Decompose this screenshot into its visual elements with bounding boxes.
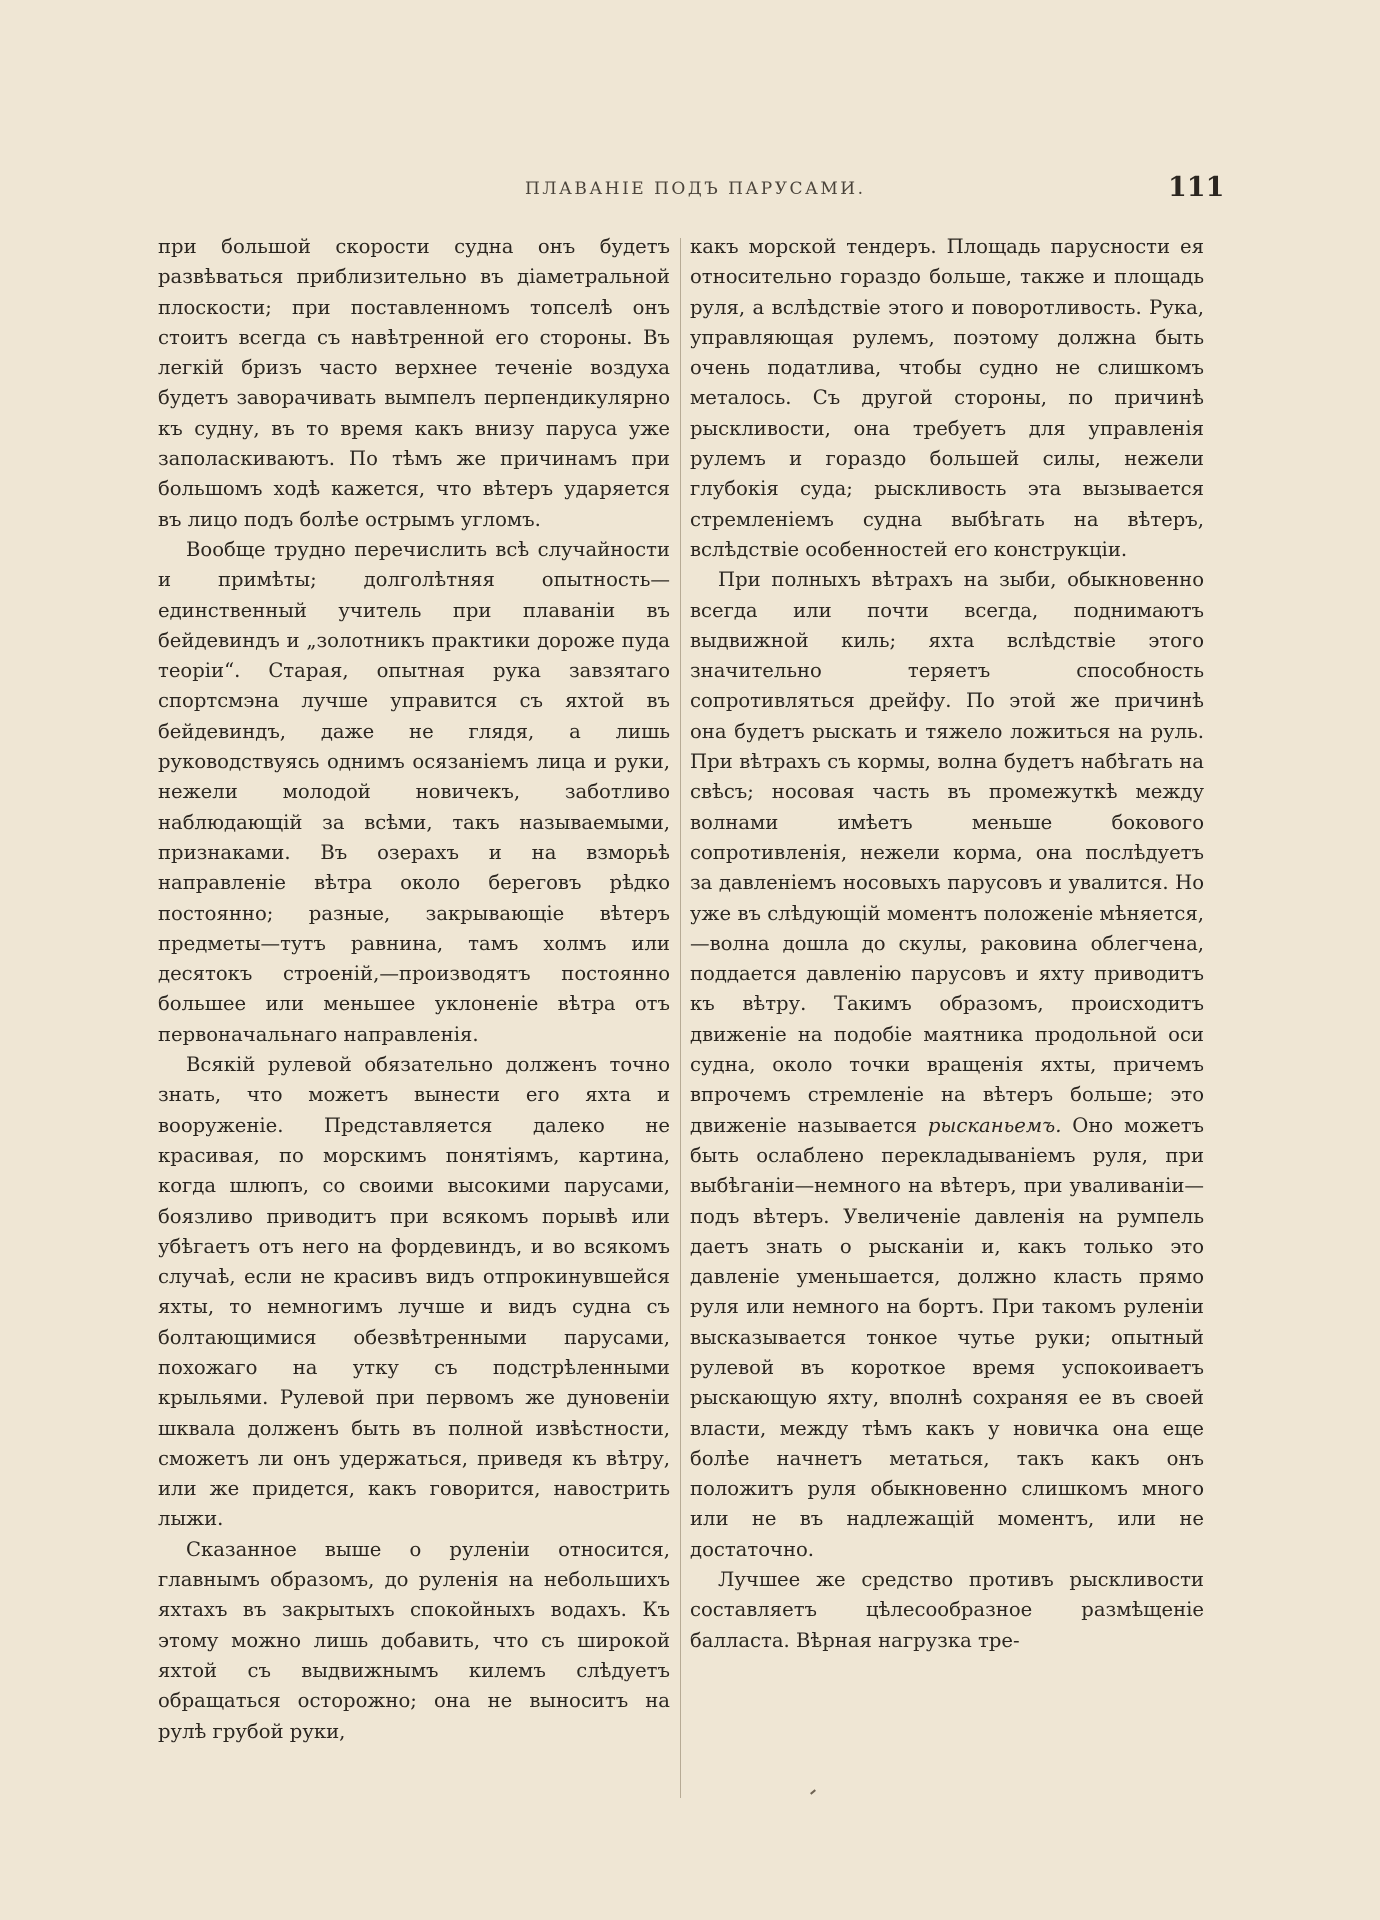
running-title: ПЛАВАНІЕ ПОДЪ ПАРУСАМИ.: [525, 179, 866, 199]
paragraph: какъ морской тендеръ. Площадь парусности ея относительно гораздо больше, также и площадь руля, а вслѣдствіе этого и поворотливость. Рука, управляющая рулемъ, поэтому должна быть очень податлива, чтобы судно не слишкомъ металось. Съ другой стороны, по причинѣ рыскливости, она требуетъ для управленія рулемъ и гораздо большей силы, нежели глубокія суда; рыскливость эта вызывается стремленіемъ судна выбѣгать на вѣтеръ, вслѣдствіе особенностей его конструкціи.: [690, 235, 1204, 561]
italic-term: рысканьемъ.: [927, 1113, 1062, 1137]
paragraph: Всякій рулевой обязательно долженъ точно знать, что можетъ вынести его яхта и вооруженіе. Представляется далеко не красивая, по морскимъ понятіямъ, картина, когда шлюпъ, со своими высокими парусами, боязливо приводитъ при всякомъ порывѣ или убѣгаетъ отъ него на фордевиндъ, и во всякомъ случаѣ, если не красивъ видъ отпрокинувшейся яхты, то немногимъ лучше и видъ судна съ болтающимися обезвѣтренными парусами, похожаго на утку съ подстрѣленными крыльями. Рулевой при первомъ же дуновеніи шквала долженъ быть въ полной извѣстности, сможетъ ли онъ удержаться, приведя къ вѣтру, или же придется, какъ говорится, навострить лыжи.: [158, 1053, 670, 1531]
right-text-column: [690, 232, 1204, 1656]
paragraph-text: При полныхъ вѣтрахъ на зыби, обыкновенно всегда или почти всегда, поднимаютъ выдвижной киль; яхта вслѣдствіе этого значительно теряетъ способность сопротивляться дрейфу. По этой же причинѣ она будетъ рыскать и тяжело ложиться на руль. При вѣтрахъ съ кормы, волна будетъ набѣгать на свѣсъ; носовая часть въ промежуткѣ между волнами имѣетъ меньше бокового сопротивленія, нежели корма, она послѣдуетъ за давленіемъ носовыхъ парусовъ и увалится. Но уже въ слѣдующій моментъ положеніе мѣняется,—волна дошла до скулы, раковина облегчена, поддается давленію парусовъ и яхту приводитъ къ вѣтру. Такимъ образомъ, происходитъ движеніе на подобіе маятника продольной оси судна, около точки вращенія яхты, причемъ впрочемъ стремленіе на вѣтеръ больше; это движеніе называется: [690, 568, 1204, 1137]
paragraph: Сказанное выше о руленіи относится, главнымъ образомъ, до руленія на небольшихъ яхтахъ въ закрытыхъ спокойныхъ водахъ. Къ этому можно лишь добавить, что съ широкой яхтой съ выдвижнымъ килемъ слѣдуетъ обращаться осторожно; она не выноситъ на рулѣ грубой руки,: [158, 1537, 670, 1743]
paragraph: при большой скорости судна онъ будетъ развѣваться приблизительно въ діаметральной плоскости; при поставленномъ топселѣ онъ стоитъ всегда съ навѣтренной его стороны. Въ легкій бризъ часто верхнее теченіе воздуха будетъ заворачивать вымпелъ перпендикулярно къ судну, въ то время какъ внизу паруса уже заполаскиваютъ. По тѣмъ же причинамъ при большомъ ходѣ кажется, что вѣтеръ ударяется въ лицо подъ болѣе острымъ угломъ.: [158, 235, 670, 531]
paragraph: Лучшее же средство противъ рыскливости составляетъ цѣлесообразное размѣщеніе балласта. Вѣрная нагрузка тре-: [690, 1568, 1204, 1652]
column-divider: [680, 238, 681, 1798]
left-text-column: [158, 232, 670, 1747]
paragraph: Вообще трудно перечислить всѣ случайности и примѣты; долголѣтняя опытность—единственный учитель при плаваніи въ бейдевиндъ и „золотникъ практики дороже пуда теоріи“. Старая, опытная рука завзятаго спортсмэна лучше управится съ яхтой въ бейдевиндъ, даже не глядя, а лишь руководствуясь однимъ осязаніемъ лица и руки, нежели молодой новичекъ, заботливо наблюдающій за всѣми, такъ называемыми, признаками. Въ озерахъ и на взморьѣ направленіе вѣтра около береговъ рѣдко постоянно; разные, закрывающіе вѣтеръ предметы—тутъ равнина, тамъ холмъ или десятокъ строеній,—производятъ постоянно большее или меньшее уклоненіе вѣтра отъ первоначальнаго направленія.: [158, 537, 670, 1046]
paragraph: [690, 565, 1204, 1565]
page-number: 111: [1168, 172, 1225, 203]
ink-mark: [810, 1789, 816, 1794]
paragraph-text: Оно можетъ быть ослаблено перекладываніемъ руля, при выбѣганіи—немного на вѣтеръ, при уваливаніи—подъ вѣтеръ. Увеличеніе давленія на румпель даетъ знать о рысканіи и, какъ только это давленіе уменьшается, должно класть прямо руля или немного на бортъ. При такомъ руленіи высказывается тонкое чутье руки; опытный рулевой въ короткое время успокоиваетъ рыскающую яхту, вполнѣ сохраняя ее въ своей власти, между тѣмъ какъ у новичка она еще болѣе начнетъ метаться, такъ какъ онъ положитъ руля обыкновенно слишкомъ много или не въ надлежащій моментъ, или не достаточно.: [690, 1113, 1204, 1561]
